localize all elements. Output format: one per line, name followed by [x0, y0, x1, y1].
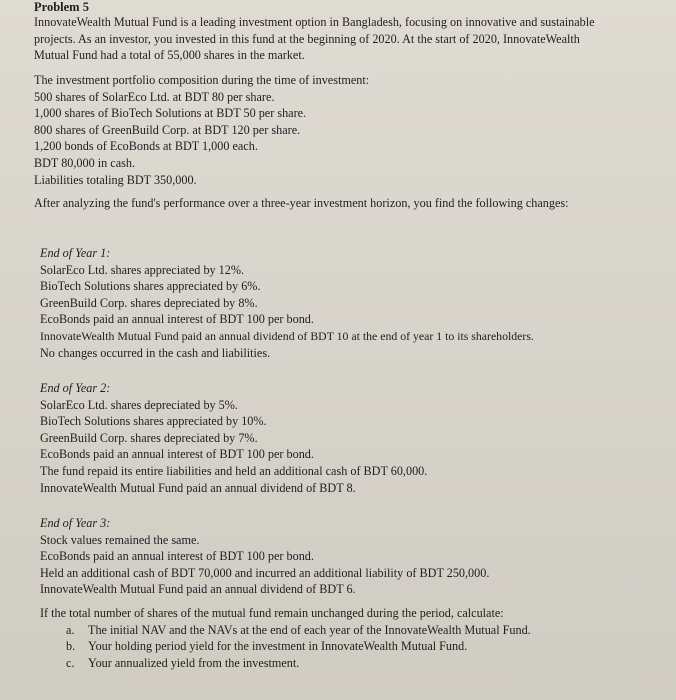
- portfolio-item: 500 shares of SolarEco Ltd. at BDT 80 per share.: [34, 89, 275, 104]
- question-part-text: Your annualized yield from the investment.: [88, 655, 300, 670]
- year2-item: BioTech Solutions shares appreciated by 10%.: [40, 414, 267, 429]
- portfolio-item: 800 shares of GreenBuild Corp. at BDT 120 per share.: [34, 122, 301, 137]
- question-part-marker: c.: [66, 655, 75, 670]
- year2-item: InnovateWealth Mutual Fund paid an annual dividend of BDT 8.: [40, 480, 356, 495]
- year1-item: GreenBuild Corp. shares depreciated by 8%.: [40, 295, 258, 310]
- question-part: [66, 655, 531, 672]
- intro-paragraph: InnovateWealth Mutual Fund is a leading investment option in Bangladesh, focusing on innovative and sustainable projects. As an investor, you invested in this fund at the beginning of 2020. At the start of 2020, InnovateWealth Mutual Fund had a total of 55,000 shares in the market.: [34, 15, 595, 63]
- year1-item: SolarEco Ltd. shares appreciated by 12%.: [40, 262, 245, 277]
- year3-label: End of Year 3:: [40, 516, 111, 530]
- year3-item: InnovateWealth Mutual Fund paid an annual dividend of BDT 6.: [40, 582, 356, 597]
- year3-item: Stock values remained the same.: [40, 532, 200, 547]
- year2-item: SolarEco Ltd. shares depreciated by 5%.: [40, 397, 238, 412]
- portfolio-item: Liabilities totaling BDT 350,000.: [34, 172, 197, 187]
- question-parts: [66, 622, 531, 672]
- question-part: [66, 622, 531, 639]
- portfolio-item: BDT 80,000 in cash.: [34, 155, 135, 170]
- question-part: [66, 638, 531, 655]
- year1-item: EcoBonds paid an annual interest of BDT 100 per bond.: [40, 312, 314, 327]
- problem-title: Problem 5: [34, 0, 89, 14]
- portfolio-item: 1,200 bonds of EcoBonds at BDT 1,000 each.: [34, 139, 258, 154]
- year2-item: The fund repaid its entire liabilities and held an additional cash of BDT 60,000.: [40, 463, 428, 478]
- year1-item: InnovateWealth Mutual Fund paid an annual dividend of BDT 10 at the end of year 1 to its shareholders.: [40, 328, 534, 343]
- year1-section: [40, 245, 534, 361]
- year2-section: [40, 380, 427, 496]
- portfolio-section: [34, 72, 369, 188]
- question-section: [40, 605, 531, 671]
- year2-label: End of Year 2:: [40, 381, 111, 395]
- year3-section: [40, 515, 489, 598]
- question-part-marker: a.: [66, 622, 75, 637]
- question-part-marker: b.: [66, 639, 76, 654]
- portfolio-heading: The investment portfolio composition during the time of investment:: [34, 73, 370, 87]
- analysis-paragraph: After analyzing the fund's performance over a three-year investment horizon, you find the following changes:: [34, 196, 569, 210]
- year3-item: EcoBonds paid an annual interest of BDT 100 per bond.: [40, 549, 314, 564]
- year3-item: Held an additional cash of BDT 70,000 and incurred an additional liability of BDT 250,000.: [40, 565, 490, 580]
- year2-item: GreenBuild Corp. shares depreciated by 7%.: [40, 430, 258, 445]
- year2-item: EcoBonds paid an annual interest of BDT 100 per bond.: [40, 447, 314, 462]
- year1-label: End of Year 1:: [40, 246, 111, 260]
- portfolio-item: 1,000 shares of BioTech Solutions at BDT 50 per share.: [34, 106, 307, 121]
- year1-item: No changes occurred in the cash and liabilities.: [40, 345, 271, 360]
- question-prompt: If the total number of shares of the mutual fund remain unchanged during the period, calculate:: [40, 606, 504, 620]
- question-part-text: The initial NAV and the NAVs at the end of each year of the InnovateWealth Mutual Fund.: [88, 622, 531, 637]
- year1-item: BioTech Solutions shares appreciated by 6%.: [40, 279, 261, 294]
- question-part-text: Your holding period yield for the investment in InnovateWealth Mutual Fund.: [88, 639, 468, 654]
